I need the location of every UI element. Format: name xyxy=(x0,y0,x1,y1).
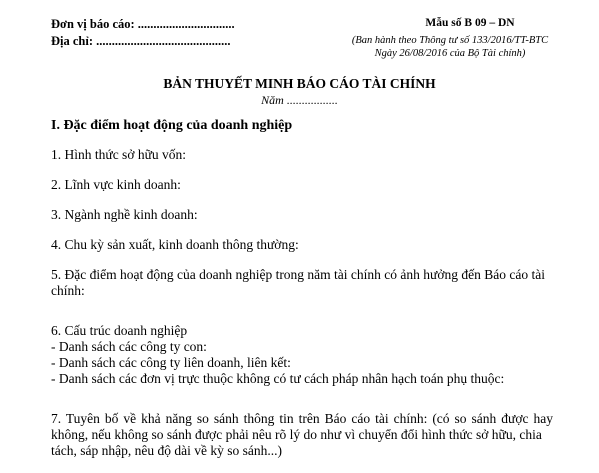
structure-joint-ventures: - Danh sách các công ty liên doanh, liên kết: xyxy=(51,355,291,370)
issuance-note-line2: Ngày 26/08/2016 của Bộ Tài chính) xyxy=(374,48,526,59)
item-operating-features-line1: 5. Đặc điểm hoạt động của doanh nghiệp trong năm tài chính có ảnh hưởng đến Báo cáo tài xyxy=(51,267,545,282)
structure-subsidiaries: - Danh sách các công ty con: xyxy=(51,339,207,354)
address-label: Địa chỉ: ........................................... xyxy=(51,34,231,48)
item-comparability-line1: 7. Tuyên bố về khả năng so sánh thông tin trên Báo cáo tài chính: (có so sánh được hay xyxy=(51,411,553,426)
item-operating-features-line2: chính: xyxy=(51,283,85,298)
issuance-note-line1: (Ban hành theo Thông tư số 133/2016/TT-BTC xyxy=(351,35,549,46)
form-number: Mẫu số B 09 – DN xyxy=(425,17,515,29)
document-title: BẢN THUYẾT MINH BÁO CÁO TÀI CHÍNH xyxy=(163,76,436,91)
document-year: Năm ................. xyxy=(261,93,338,107)
item-ownership: 1. Hình thức sở hữu vốn: xyxy=(51,147,187,162)
item-structure: 6. Cấu trúc doanh nghiệp xyxy=(51,323,188,338)
item-comparability-line3: tách, sáp nhập, nêu độ dài về kỳ so sánh...) xyxy=(51,443,282,458)
item-business-field: 2. Lĩnh vực kinh doanh: xyxy=(51,177,181,192)
reporting-unit-label: Đơn vị báo cáo: ............................... xyxy=(51,17,235,31)
item-business-cycle: 4. Chu kỳ sản xuất, kinh doanh thông thường: xyxy=(51,237,299,252)
structure-dependent-units: - Danh sách các đơn vị trực thuộc không có tư cách pháp nhân hạch toán phụ thuộc: xyxy=(51,371,505,386)
section-heading: I. Đặc điểm hoạt động của doanh nghiệp xyxy=(51,118,293,133)
item-business-lines: 3. Ngành nghề kinh doanh: xyxy=(51,207,198,222)
item-comparability-line2: không, nếu không so sánh được phải nêu rõ lý do như vì chuyển đổi hình thức sở hữu, chia xyxy=(51,427,542,442)
